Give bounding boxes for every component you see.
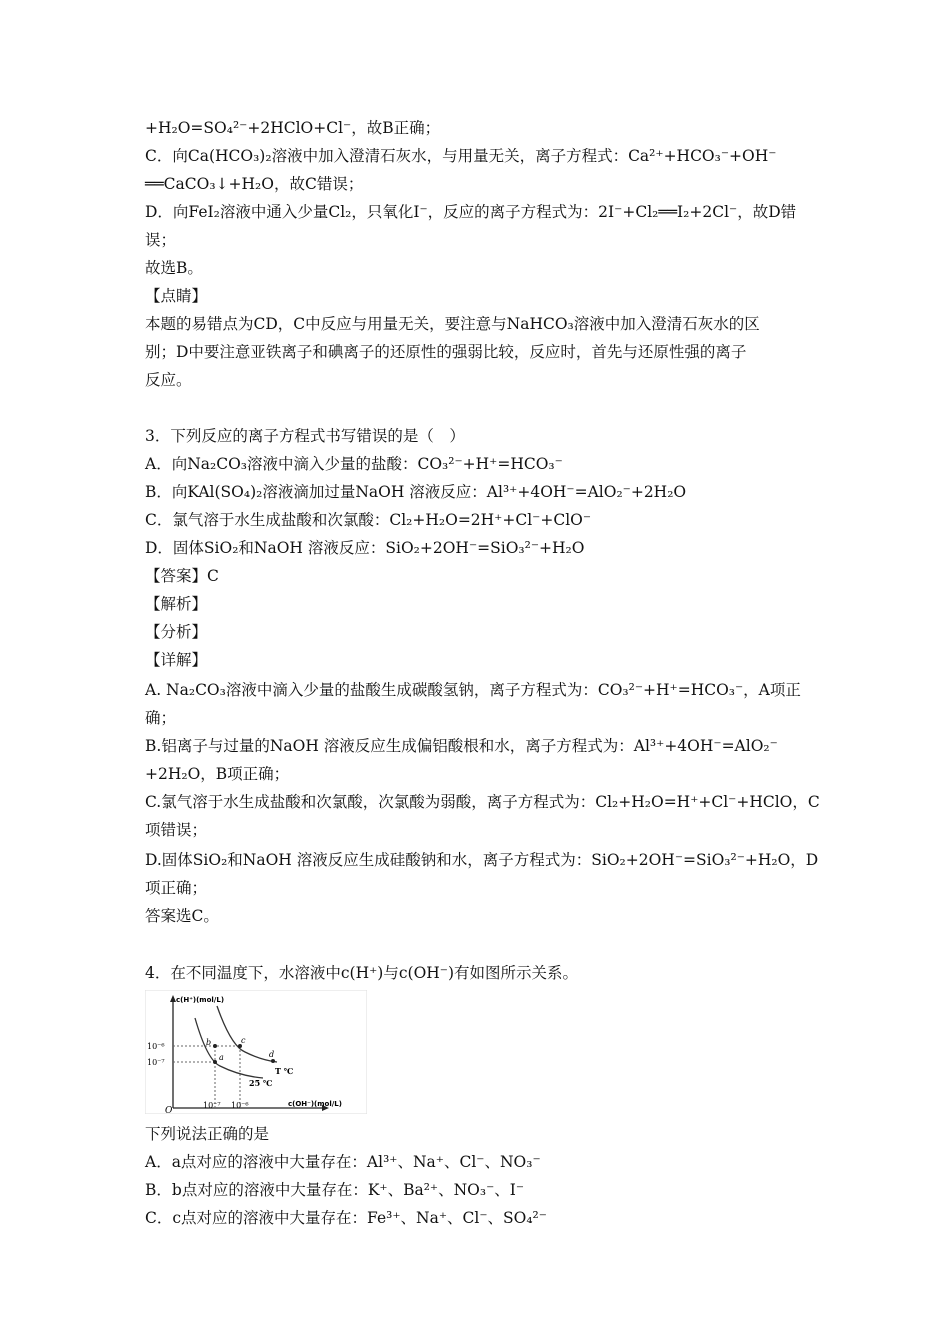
section-heading: 【分析】 <box>145 623 208 641</box>
option-c: C．氯气溶于水生成盐酸和次氯酸：Cl₂+H₂O=2H⁺+Cl⁻+ClO⁻ <box>145 511 592 529</box>
ion-product-graph <box>145 990 367 1114</box>
y-tick: 10⁻⁷ <box>147 1058 165 1067</box>
question-stem: 4．在不同温度下，水溶液中c(H⁺)与c(OH⁻)有如图所示关系。 <box>145 964 579 982</box>
text-line: D.固体SiO₂和NaOH 溶液反应生成硅酸钠和水，离子方程式为：SiO₂+2OH⁻=SiO₃²⁻+H₂O，D <box>145 851 819 869</box>
text-line: ══CaCO₃↓+H₂O，故C错误； <box>145 175 364 193</box>
option-a: A．a点对应的溶液中大量存在：Al³⁺、Na⁺、Cl⁻、NO₃⁻ <box>145 1153 541 1171</box>
point-label-c: c <box>241 1036 246 1045</box>
option-c: C．c点对应的溶液中大量存在：Fe³⁺、Na⁺、Cl⁻、SO₄²⁻ <box>145 1209 547 1227</box>
text-line: 别；D中要注意亚铁离子和碘离子的还原性的强弱比较，反应时，首先与还原性强的离子 <box>145 343 747 361</box>
graph-frame <box>145 990 367 1114</box>
option-a: A．向Na₂CO₃溶液中滴入少量的盐酸：CO₃²⁻+H⁺=HCO₃⁻ <box>145 455 563 473</box>
text-line: 项错误； <box>145 821 208 839</box>
x-axis-label: c(OH⁻)(mol/L) <box>288 1100 342 1108</box>
point-label-b: b <box>206 1038 212 1047</box>
text-line: 本题的易错点为CD，C中反应与用量无关，要注意与NaHCO₃溶液中加入澄清石灰水的区 <box>145 315 760 333</box>
point-b <box>213 1044 217 1048</box>
text-line: C．向Ca(HCO₃)₂溶液中加入澄清石灰水，与用量无关，离子方程式：Ca²⁺+HCO₃⁻+OH⁻ <box>145 147 777 165</box>
section-heading: 【点睛】 <box>145 287 208 305</box>
x-tick: 10⁻⁷ <box>203 1101 221 1110</box>
text-line: +H₂O=SO₄²⁻+2HClO+Cl⁻，故B正确； <box>145 119 441 137</box>
text-line: 下列说法正确的是 <box>145 1125 270 1143</box>
text-line: +2H₂O，B项正确； <box>145 765 290 783</box>
curve-label-t: T ℃ <box>275 1066 294 1076</box>
option-b: B．b点对应的溶液中大量存在：K⁺、Ba²⁺、NO₃⁻、I⁻ <box>145 1181 525 1199</box>
text-line: B.铝离子与过量的NaOH 溶液反应生成偏铝酸根和水，离子方程式为：Al³⁺+4OH⁻=AlO₂⁻ <box>145 737 778 755</box>
x-tick: 10⁻⁶ <box>231 1101 249 1110</box>
option-d: D．固体SiO₂和NaOH 溶液反应：SiO₂+2OH⁻=SiO₃²⁻+H₂O <box>145 539 585 557</box>
option-b: B．向KAl(SO₄)₂溶液滴加过量NaOH 溶液反应：Al³⁺+4OH⁻=AlO₂⁻+2H₂O <box>145 483 687 501</box>
text-line: A. Na₂CO₃溶液中滴入少量的盐酸生成碳酸氢钠，离子方程式为：CO₃²⁻+H⁺=HCO₃⁻，A项正 <box>145 681 801 699</box>
text-line: 误； <box>145 231 177 249</box>
y-tick: 10⁻⁶ <box>147 1042 165 1051</box>
point-label-d: d <box>269 1050 275 1059</box>
text-line: 故选B。 <box>145 259 203 277</box>
text-line: 答案选C。 <box>145 907 219 925</box>
text-line: D．向FeI₂溶液中通入少量Cl₂，只氧化I⁻，反应的离子方程式为：2I⁻+Cl₂══I₂+2Cl⁻，故D错 <box>145 203 797 221</box>
point-d <box>271 1059 275 1063</box>
point-a <box>213 1060 217 1064</box>
section-heading: 【详解】 <box>145 651 208 669</box>
origin-label: O <box>165 1106 173 1114</box>
answer-label: 【答案】C <box>145 567 219 585</box>
section-heading: 【解析】 <box>145 595 208 613</box>
text-line: C.氯气溶于水生成盐酸和次氯酸，次氯酸为弱酸，离子方程式为：Cl₂+H₂O=H⁺+Cl⁻+HClO，C <box>145 793 820 811</box>
question-stem: 3．下列反应的离子方程式书写错误的是（ ） <box>145 427 465 445</box>
text-line: 反应。 <box>145 371 192 389</box>
text-line: 确； <box>145 709 177 727</box>
point-label-a: a <box>219 1053 224 1062</box>
y-axis-label: c(H⁺)(mol/L) <box>176 996 225 1004</box>
text-line: 项正确； <box>145 879 208 897</box>
curve-label-25c: 25 ℃ <box>249 1078 273 1088</box>
